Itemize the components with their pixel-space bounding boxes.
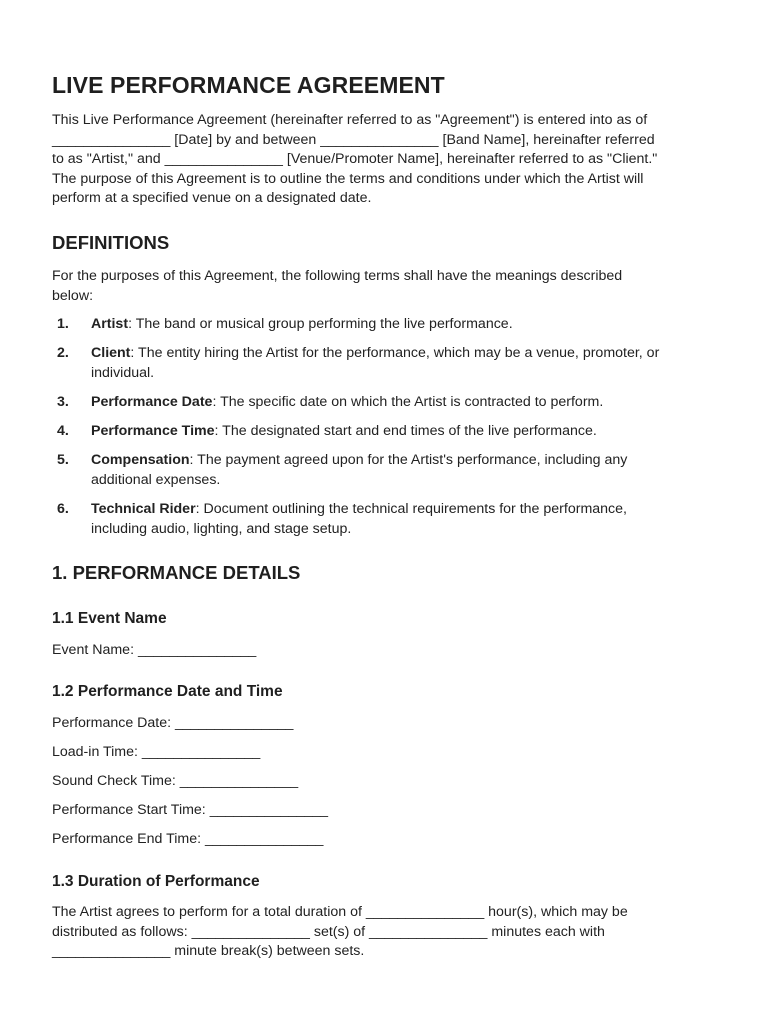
definition-text: : The specific date on which the Artist is contracted to perform. [212, 394, 604, 410]
definitions-heading: DEFINITIONS [52, 232, 170, 253]
list-number: 4. [57, 423, 69, 439]
definition-term: Technical Rider [91, 501, 196, 517]
list-number: 3. [57, 394, 69, 410]
event-name-heading: 1.1 Event Name [52, 610, 167, 627]
intro-line: to as "Artist," and _______________ [Venue/Promoter Name], hereinafter referred to as "Client." [52, 151, 658, 168]
event-name-field: Event Name: _______________ [52, 642, 257, 658]
duration-line: distributed as follows: _______________ set(s) of _______________ minutes each with [52, 923, 605, 940]
performance-end-time-field: Performance End Time: _______________ [52, 831, 324, 847]
duration-heading: 1.3 Duration of Performance [52, 873, 260, 890]
list-number: 1. [57, 316, 69, 332]
date-time-heading: 1.2 Performance Date and Time [52, 683, 283, 700]
definitions-intro-line: For the purposes of this Agreement, the following terms shall have the meanings described [52, 268, 623, 284]
definition-text: : Document outlining the technical requirements for the performance, [195, 501, 627, 517]
definition-text-continued: individual. [91, 364, 155, 381]
definition-text: : The payment agreed upon for the Artist's performance, including any [189, 452, 628, 468]
definition-text: : The band or musical group performing the live performance. [128, 316, 513, 332]
intro-line: This Live Performance Agreement (hereinafter referred to as "Agreement") is entered into as of [52, 112, 648, 128]
definition-term: Compensation [91, 452, 190, 468]
performance-start-time-field: Performance Start Time: _______________ [52, 802, 329, 818]
duration-line: _______________ minute break(s) between sets. [52, 943, 365, 960]
intro-line: perform at a specified venue on a designated date. [52, 190, 372, 207]
list-number: 6. [57, 501, 69, 517]
intro-line: _______________ [Date] by and between _______________ [Band Name], hereinafter referred [52, 131, 655, 148]
intro-paragraph [52, 111, 657, 209]
intro-line: The purpose of this Agreement is to outline the terms and conditions under which the Artist will [52, 170, 644, 187]
sound-check-time-field: Sound Check Time: _______________ [52, 773, 299, 789]
definition-text-continued: including audio, lighting, and stage setup. [91, 520, 352, 537]
definition-term: Performance Time [91, 423, 215, 439]
definition-term: Performance Date [91, 394, 213, 410]
definitions-intro [52, 267, 622, 306]
definition-term: Artist [91, 316, 129, 332]
definitions-intro-line: below: [52, 287, 94, 304]
list-number: 5. [57, 452, 69, 468]
definition-text: : The designated start and end times of the live performance. [214, 423, 597, 439]
definition-term: Client [91, 345, 131, 361]
document-title: LIVE PERFORMANCE AGREEMENT [52, 72, 445, 98]
duration-line: The Artist agrees to perform for a total duration of _______________ hour(s), which may be [52, 904, 628, 920]
list-number: 2. [57, 345, 69, 361]
performance-date-field: Performance Date: _______________ [52, 715, 294, 731]
definition-text-continued: additional expenses. [91, 471, 221, 488]
duration-paragraph [52, 903, 628, 962]
definition-text: : The entity hiring the Artist for the performance, which may be a venue, promoter, or [130, 345, 660, 361]
load-in-time-field: Load-in Time: _______________ [52, 744, 261, 760]
section-1-heading: 1. PERFORMANCE DETAILS [52, 562, 301, 583]
